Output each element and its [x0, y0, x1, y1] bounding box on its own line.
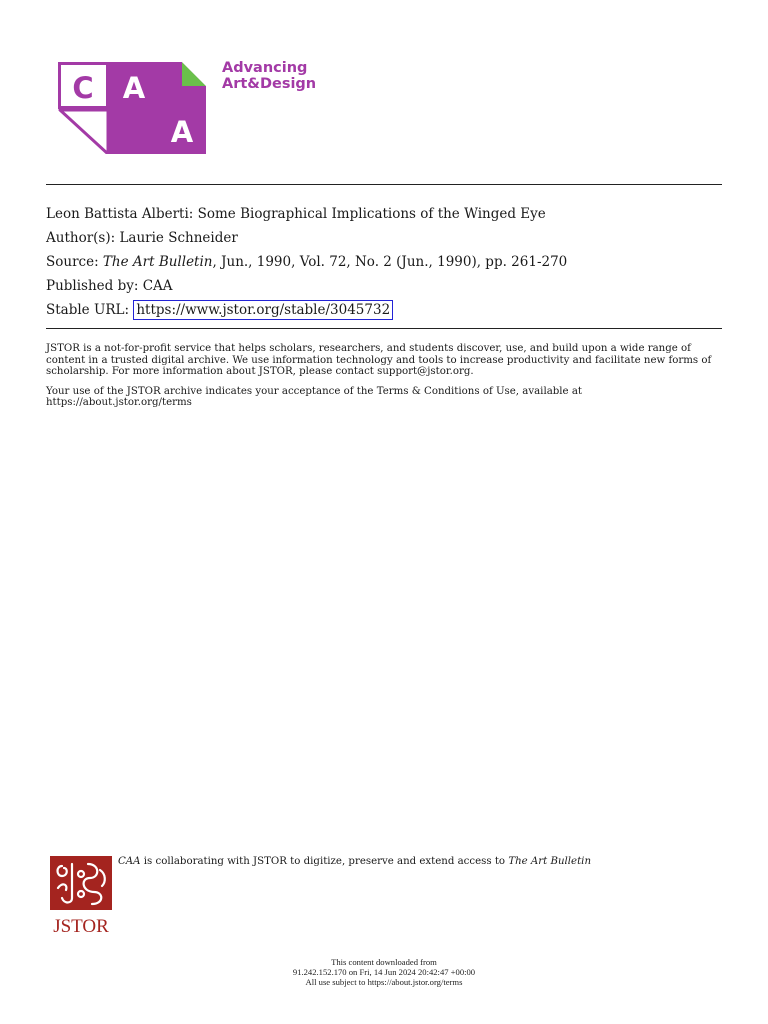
- author-name: Laurie Schneider: [119, 230, 238, 246]
- source-line: [46, 250, 722, 274]
- notice-paragraph-2: Your use of the JSTOR archive indicates your acceptance of the Terms & Conditions of Use, available at https://about.jstor.org/terms: [46, 385, 582, 408]
- footer-line-2: 91.242.152.170 on Fri, 14 Jun 2024 20:42:47 +00:00: [292, 967, 476, 977]
- publisher-line: [46, 274, 722, 298]
- author-label: Author(s):: [46, 230, 116, 246]
- article-title: Leon Battista Alberti: Some Biographical Implications of the Winged Eye: [46, 206, 546, 222]
- stable-url-line: [46, 298, 722, 322]
- author-line: [46, 226, 722, 250]
- footer-line-1: This content downloaded from: [331, 957, 437, 967]
- notice-paragraph-1: JSTOR is a not-for-profit service that helps scholars, researchers, and students discover, use, and build upon a wide range of content in a trusted digital archive. We use information technology and tools to increase productivity and facilitate new forms of scholarship. For more information about JSTOR, please contact support@jstor.org.: [46, 343, 712, 377]
- download-footer: [0, 957, 768, 987]
- collaboration-text: is collaborating with JSTOR to digitize, preserve and extend access to: [143, 856, 506, 867]
- citation-block: [46, 202, 722, 322]
- jstor-notice: [46, 343, 722, 417]
- logo-letter-a-top: A: [122, 71, 146, 105]
- source-label: Source:: [46, 254, 99, 270]
- publisher-name: CAA: [142, 278, 173, 294]
- logo-letter-a-bottom: A: [170, 115, 194, 149]
- caa-logo: [58, 62, 208, 154]
- caa-tagline: [222, 60, 316, 92]
- logo-letter-c: C: [72, 71, 94, 105]
- source-journal: The Art Bulletin: [102, 254, 213, 270]
- tagline-line-1: Advancing: [222, 60, 308, 76]
- footer-line-3: All use subject to https://about.jstor.org/terms: [305, 977, 463, 987]
- source-details: , Jun., 1990, Vol. 72, No. 2 (Jun., 1990), pp. 261-270: [212, 254, 568, 270]
- tagline-line-2: Art&Design: [222, 76, 317, 92]
- collaborating-org: CAA: [118, 856, 141, 867]
- stable-url-link[interactable]: https://www.jstor.org/stable/3045732: [133, 300, 393, 320]
- jstor-wordmark: JSTOR: [53, 916, 109, 936]
- publisher-label: Published by:: [46, 278, 139, 294]
- stable-url-label: Stable URL:: [46, 302, 130, 318]
- top-divider: [46, 184, 722, 185]
- middle-divider: [46, 328, 722, 329]
- collaboration-journal: The Art Bulletin: [508, 856, 592, 867]
- jstor-logo: [48, 854, 114, 936]
- collaboration-statement: [118, 856, 591, 868]
